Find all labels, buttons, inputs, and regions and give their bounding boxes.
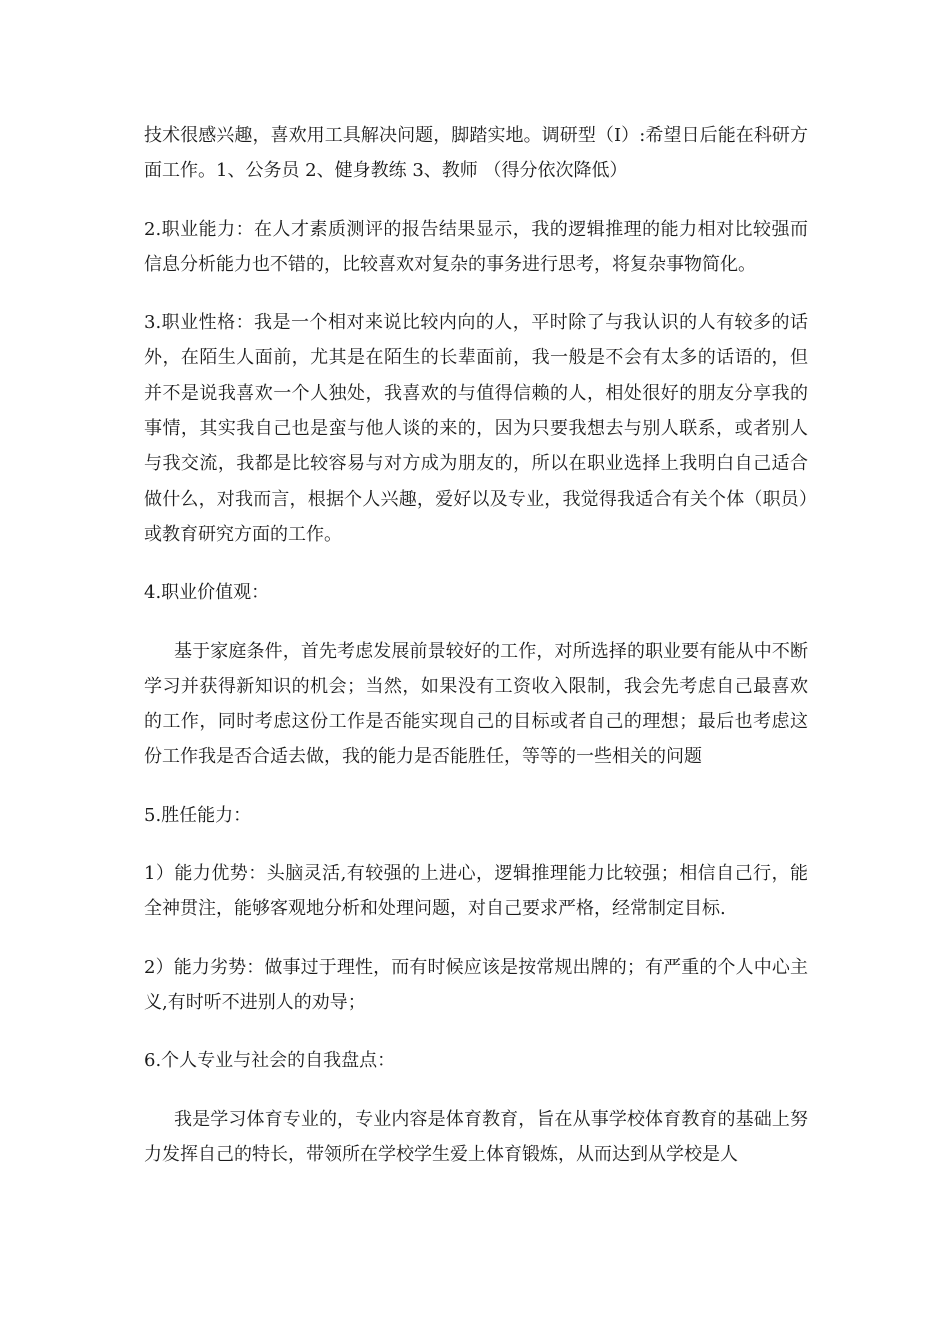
paragraph-self-assessment: 我是学习体育专业的，专业内容是体育教育，旨在从事学校体育教育的基础上努力发挥自己的特长，带领所在学校学生爱上体育锻炼，从而达到从学校是人 — [144, 1108, 808, 1165]
heading-career-values: 4.职业价值观： — [144, 582, 270, 604]
heading-self-assessment: 6.个人专业与社会的自我盘点： — [144, 1050, 396, 1072]
heading-competence: 5.胜任能力： — [144, 804, 252, 826]
paragraph-interest-continued: 技术很感兴趣，喜欢用工具解决问题，脚踏实地。调研型（I）:希望日后能在科研方面工作。1、公务员 2、健身教练 3、教师 （得分依次降低） — [144, 125, 808, 182]
paragraph-career-personality: 3.职业性格：我是一个相对来说比较内向的人，平时除了与我认识的人有较多的话外，在陌生人面前，尤其是在陌生的长辈面前，我一般是不会有太多的话语的，但并不是说我喜欢一个人独处，我喜欢的与值得信赖的人，相处很好的朋友分享我的事情，其实我自己也是蛮与他人谈的来的，因为只要我想去与别人联系，或者别人与我交流，我都是比较容易与对方成为朋友的，所以在职业选择上我明白自己适合做什么，对我而言，根据个人兴趣，爱好以及专业，我觉得我适合有关个体（职员）或教育研究方面的工作。 — [144, 312, 808, 545]
paragraph-career-ability: 2.职业能力：在人才素质测评的报告结果显示，我的逻辑推理的能力相对比较强而信息分析能力也不错的，比较喜欢对复杂的事务进行思考，将复杂事物简化。 — [144, 218, 808, 275]
paragraph-career-values: 基于家庭条件，首先考虑发展前景较好的工作，对所选择的职业要有能从中不断学习并获得新知识的机会；当然，如果没有工资收入限制，我会先考虑自己最喜欢的工作，同时考虑这份工作是否能实现自己的目标或者自己的理想；最后也考虑这份工作我是否合适去做，我的能力是否能胜任，等等的一些相关的问题 — [144, 640, 808, 768]
paragraph-weaknesses: 2）能力劣势：做事过于理性，而有时候应该是按常规出牌的；有严重的个人中心主义,有时听不进别人的劝导； — [144, 956, 808, 1013]
document-body — [144, 118, 808, 1195]
paragraph-strengths: 1）能力优势：头脑灵活,有较强的上进心，逻辑推理能力比较强；相信自己行，能全神贯注，能够客观地分析和处理问题，对自己要求严格，经常制定目标. — [144, 863, 808, 920]
